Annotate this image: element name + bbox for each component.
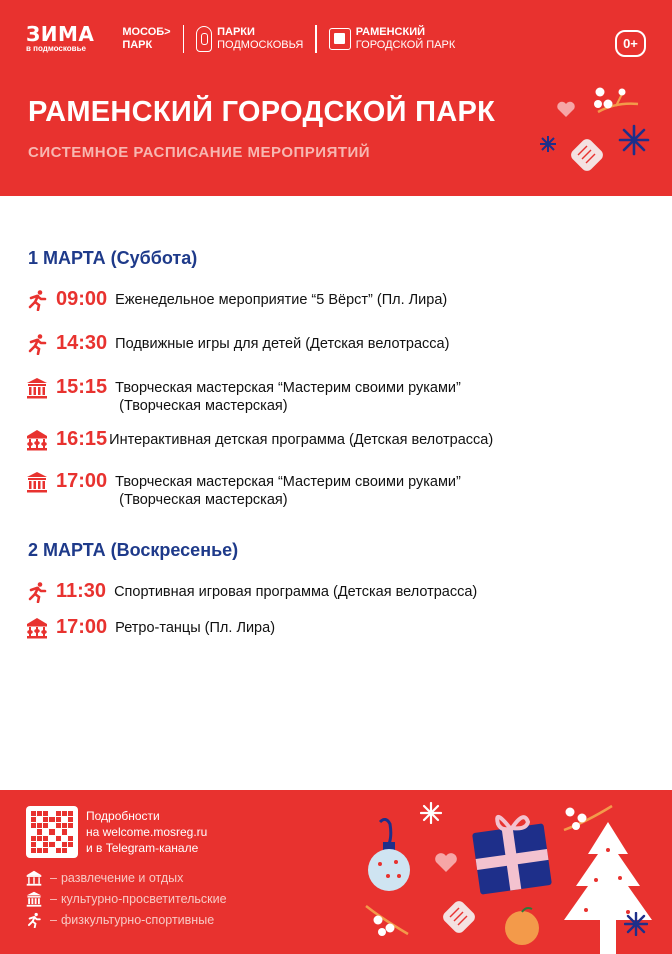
snowflake-large-icon bbox=[618, 124, 650, 156]
gift-box-icon bbox=[470, 808, 556, 896]
mitten-icon bbox=[568, 136, 606, 174]
event-description: Спортивная игровая программа (Детская велотрасса) bbox=[114, 584, 478, 600]
schedule-event bbox=[26, 288, 447, 311]
museum-icon bbox=[26, 377, 48, 399]
parki-podmoskovya-logo: ПАРКИ ПОДМОСКОВЬЯ bbox=[217, 25, 304, 51]
day-heading: 1 МАРТА (Суббота) bbox=[28, 248, 198, 268]
heart-icon bbox=[556, 100, 576, 120]
mosoblpark-logo: МОСОБ> ПАРК bbox=[122, 25, 171, 51]
snowflake-icon bbox=[420, 802, 442, 824]
carousel-icon bbox=[26, 617, 48, 639]
runner-icon bbox=[26, 912, 42, 928]
logo-divider bbox=[183, 25, 185, 53]
event-time: 14:30 bbox=[56, 332, 108, 354]
zima-logo-text: ЗИМА bbox=[26, 22, 95, 46]
berry-branch-icon bbox=[592, 84, 642, 124]
runner-icon bbox=[26, 289, 48, 311]
schedule-event bbox=[26, 580, 477, 603]
carousel-icon bbox=[26, 870, 42, 886]
logo-row bbox=[26, 24, 455, 53]
event-time: 16:15 bbox=[56, 428, 108, 450]
schedule-event bbox=[26, 332, 449, 355]
qr-code[interactable] bbox=[26, 806, 78, 858]
footer-info-text: Подробности на welcome.mosreg.ru и в Telegram-канале bbox=[86, 809, 208, 855]
snowflake-icon bbox=[540, 136, 556, 152]
carousel-icon bbox=[26, 429, 48, 451]
runner-icon bbox=[26, 333, 48, 355]
event-description: Творческая мастерская “Мастерим своими руками” (Творческая мастерская) bbox=[115, 474, 461, 508]
schedule-event bbox=[26, 376, 461, 415]
zima-logo-subtext: в подмосковье bbox=[26, 44, 86, 53]
event-description: Творческая мастерская “Мастерим своими руками” (Творческая мастерская) bbox=[115, 380, 461, 414]
footer-banner bbox=[0, 790, 672, 954]
schedule-event bbox=[26, 470, 461, 509]
mitten-icon bbox=[440, 898, 478, 936]
event-time: 09:00 bbox=[56, 288, 108, 310]
legend-item-culture: – культурно-просветительские bbox=[26, 891, 227, 907]
parki-emblem-icon bbox=[196, 26, 212, 52]
ramenskiy-park-emblem-icon bbox=[329, 28, 351, 50]
runner-icon bbox=[26, 581, 48, 603]
logo-divider bbox=[315, 25, 317, 53]
event-description: Подвижные игры для детей (Детская велотрасса) bbox=[115, 336, 450, 352]
legend-item-entertainment: – развлечение и отдых bbox=[26, 870, 183, 886]
museum-icon bbox=[26, 891, 42, 907]
schedule-event bbox=[26, 616, 275, 639]
heart-icon bbox=[434, 852, 458, 874]
snowflake-icon bbox=[624, 912, 648, 936]
ramenskiy-park-logo: РАМЕНСКИЙ ГОРОДСКОЙ ПАРК bbox=[355, 25, 456, 51]
page-title: РАМЕНСКИЙ ГОРОДСКОЙ ПАРК bbox=[28, 96, 496, 128]
schedule-section bbox=[0, 196, 672, 790]
ornament-ball-icon bbox=[366, 818, 412, 894]
header-banner bbox=[0, 0, 672, 196]
legend-item-sport: – физкультурно-спортивные bbox=[26, 912, 214, 928]
zima-logo bbox=[26, 24, 94, 53]
museum-icon bbox=[26, 471, 48, 493]
event-description: Еженедельное мероприятие “5 Вёрст” (Пл. Лира) bbox=[115, 292, 448, 308]
event-time: 17:00 bbox=[56, 616, 108, 638]
event-time: 11:30 bbox=[56, 580, 107, 602]
event-description: Ретро-танцы (Пл. Лира) bbox=[115, 620, 276, 636]
page-subtitle: СИСТЕМНОЕ РАСПИСАНИЕ МЕРОПРИЯТИЙ bbox=[28, 144, 371, 161]
orange-icon bbox=[502, 906, 542, 946]
schedule-event bbox=[26, 428, 493, 451]
berry-branch-icon bbox=[362, 898, 412, 944]
age-rating-badge: 0+ bbox=[615, 30, 646, 57]
day-heading: 2 МАРТА (Воскресенье) bbox=[28, 540, 239, 560]
event-time: 17:00 bbox=[56, 470, 108, 492]
event-description: Интерактивная детская программа (Детская велотрасса) bbox=[109, 432, 494, 448]
event-time: 15:15 bbox=[56, 376, 108, 398]
